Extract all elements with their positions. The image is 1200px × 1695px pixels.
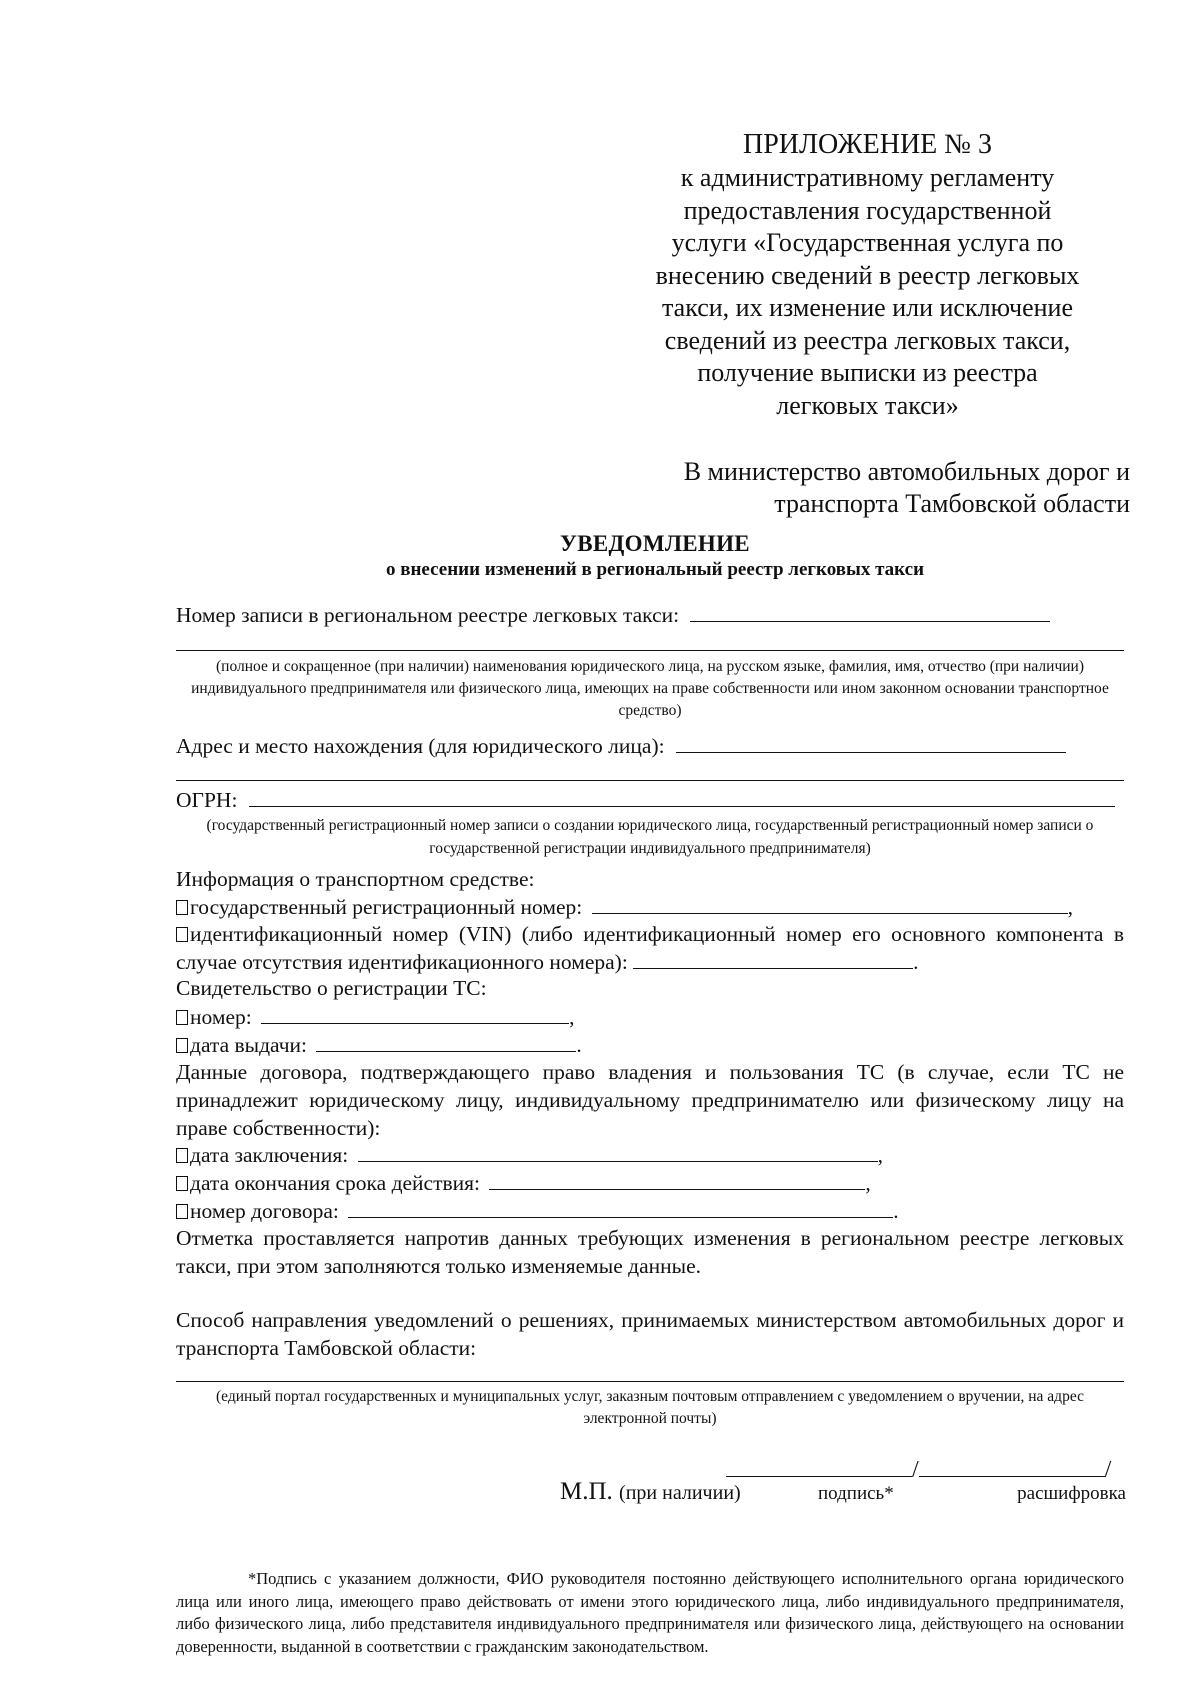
state-reg-field[interactable] bbox=[592, 893, 1068, 914]
signature-field[interactable] bbox=[726, 1456, 912, 1477]
delivery-hint: (единый портал государственных и муниципальных услуг, заказным почтовым отправлением с уведомлением о вручении, на адрес электронной почты) bbox=[216, 1388, 1084, 1427]
delivery-field[interactable] bbox=[176, 1381, 1124, 1382]
vin-label: идентификационный номер (VIN) (либо идентификационный номер его основного компонента в случае отсутствия идентификационного номера): bbox=[176, 922, 1124, 974]
address-row bbox=[176, 732, 1124, 760]
contract-label: Данные договора, подтверждающего право владения и пользования ТС (в случае, если ТС не принадлежит юридическому лицу, индивидуальному предпринимателю или физическому лицу на праве собственности): bbox=[176, 1060, 1124, 1140]
contract-number-label: номер договора: bbox=[190, 1199, 339, 1223]
recipient-line-1: В министерство автомобильных дорог и bbox=[683, 457, 1130, 486]
contract-end-checkbox[interactable] bbox=[176, 1176, 188, 1191]
contract-end-row: дата окончания срока действия: , bbox=[176, 1169, 1124, 1197]
contract-number-field[interactable] bbox=[348, 1197, 893, 1218]
cert-date-field[interactable] bbox=[316, 1031, 576, 1052]
cert-date-checkbox[interactable] bbox=[176, 1038, 188, 1053]
cert-number-label: номер: bbox=[190, 1005, 252, 1029]
vehicle-info-label: Информация о транспортном средстве: bbox=[176, 867, 535, 891]
address-label: Адрес и место нахождения (для юридического лица): bbox=[176, 734, 665, 758]
contract-end-field[interactable] bbox=[489, 1169, 865, 1190]
seal-note: (при наличии) bbox=[619, 1482, 741, 1504]
signature-labels bbox=[560, 1478, 1126, 1514]
contract-number-row: номер договора: . bbox=[176, 1197, 1124, 1225]
change-note: Отметка проставляется напротив данных требующих изменения в региональном реестре легковых такси, при этом заполняются только изменяемые данные. bbox=[176, 1226, 1124, 1278]
appendix-line: такси, их изменение или исключение bbox=[662, 293, 1073, 322]
appendix-block bbox=[610, 128, 1125, 422]
contract-date-field[interactable] bbox=[358, 1141, 878, 1162]
seal-mp: М.П. bbox=[560, 1478, 613, 1505]
ogrn-row bbox=[176, 786, 1124, 814]
vin-field[interactable] bbox=[633, 948, 913, 969]
seal-label bbox=[560, 1478, 741, 1506]
contract-date-checkbox[interactable] bbox=[176, 1148, 188, 1163]
ogrn-hint: (государственный регистрационный номер записи о создании юридического лица, государственный регистрационный номер записи о государственной регистрации индивидуального предпринимателя) bbox=[206, 817, 1094, 857]
state-reg-row: государственный регистрационный номер: , bbox=[176, 893, 1124, 921]
signature-label: подпись* bbox=[818, 1483, 894, 1504]
signature-decoding-field[interactable] bbox=[919, 1456, 1105, 1477]
record-number-field[interactable] bbox=[690, 601, 1050, 622]
vin-row: идентификационный номер (VIN) (либо идентификационный номер его основного компонента в случае отсутствия идентификационного номера): . bbox=[176, 922, 1124, 974]
address-field-2[interactable] bbox=[176, 780, 1124, 781]
appendix-line: получение выписки из реестра bbox=[697, 358, 1038, 387]
recipient-block bbox=[610, 456, 1130, 520]
record-number-label: Номер записи в региональном реестре легковых такси: bbox=[176, 603, 680, 627]
state-reg-label: государственный регистрационный номер: bbox=[190, 895, 583, 919]
cert-number-checkbox[interactable] bbox=[176, 1010, 188, 1025]
contract-date-label: дата заключения: bbox=[190, 1143, 349, 1167]
contract-date-row: дата заключения: , bbox=[176, 1141, 1124, 1169]
appendix-line: услуги «Государственная услуга по bbox=[671, 228, 1064, 257]
ogrn-label: ОГРН: bbox=[176, 788, 238, 812]
owner-hint: (полное и сокращенное (при наличии) наименования юридического лица, на русском языке, фамилия, имя, отчество (при наличии) индивидуального предпринимателя или физического лица, имеющих на праве собственности или ином законном основании транспортное средство) bbox=[191, 658, 1109, 719]
notice-heading bbox=[160, 530, 1150, 582]
appendix-title: ПРИЛОЖЕНИЕ № 3 bbox=[743, 129, 992, 160]
contract-end-label: дата окончания срока действия: bbox=[190, 1171, 481, 1195]
cert-number-field[interactable] bbox=[261, 1003, 569, 1024]
cert-date-row: дата выдачи: . bbox=[176, 1031, 1124, 1059]
cert-date-label: дата выдачи: bbox=[190, 1033, 308, 1057]
notice-title: УВЕДОМЛЕНИЕ bbox=[560, 531, 750, 556]
state-reg-checkbox[interactable] bbox=[176, 900, 188, 915]
ogrn-field[interactable] bbox=[249, 786, 1115, 807]
appendix-line: сведений из реестра легковых такси, bbox=[664, 325, 1071, 355]
decoding-label: расшифровка bbox=[1017, 1483, 1126, 1504]
appendix-line: легковых такси» bbox=[776, 390, 959, 420]
record-number-row bbox=[176, 601, 1124, 629]
address-field[interactable] bbox=[676, 732, 1066, 753]
delivery-label: Способ направления уведомлений о решениях, принимаемых министерством автомобильных дорог и транспорта Тамбовской области: bbox=[176, 1308, 1124, 1360]
signature-lines: / / bbox=[726, 1455, 1111, 1485]
owner-name-field[interactable] bbox=[176, 650, 1124, 651]
appendix-line: к административному регламенту bbox=[680, 163, 1055, 192]
certificate-label: Свидетельство о регистрации ТС: bbox=[176, 976, 487, 1000]
recipient-line-2: транспорта Тамбовской области bbox=[774, 489, 1130, 518]
appendix-line: предоставления государственной bbox=[683, 195, 1052, 225]
vin-checkbox[interactable] bbox=[176, 927, 188, 942]
footnote: *Подпись с указанием должности, ФИО руководителя постоянно действующего исполнительного органа юридического лица или иного лица, имеющего право действовать от имени этого юридического лица, либо индивидуального предпринимателя, либо физического лица, либо представителя индивидуального предпринимателя или физического лица, действующего на основании доверенности, выданной в соответствии с гражданским законодательством. bbox=[176, 1569, 1124, 1656]
notice-subtitle: о внесении изменений в региональный реестр легковых такси bbox=[385, 559, 925, 580]
appendix-line: внесению сведений в реестр легковых bbox=[655, 260, 1080, 290]
cert-number-row: номер: , bbox=[176, 1003, 1124, 1031]
contract-number-checkbox[interactable] bbox=[176, 1204, 188, 1219]
